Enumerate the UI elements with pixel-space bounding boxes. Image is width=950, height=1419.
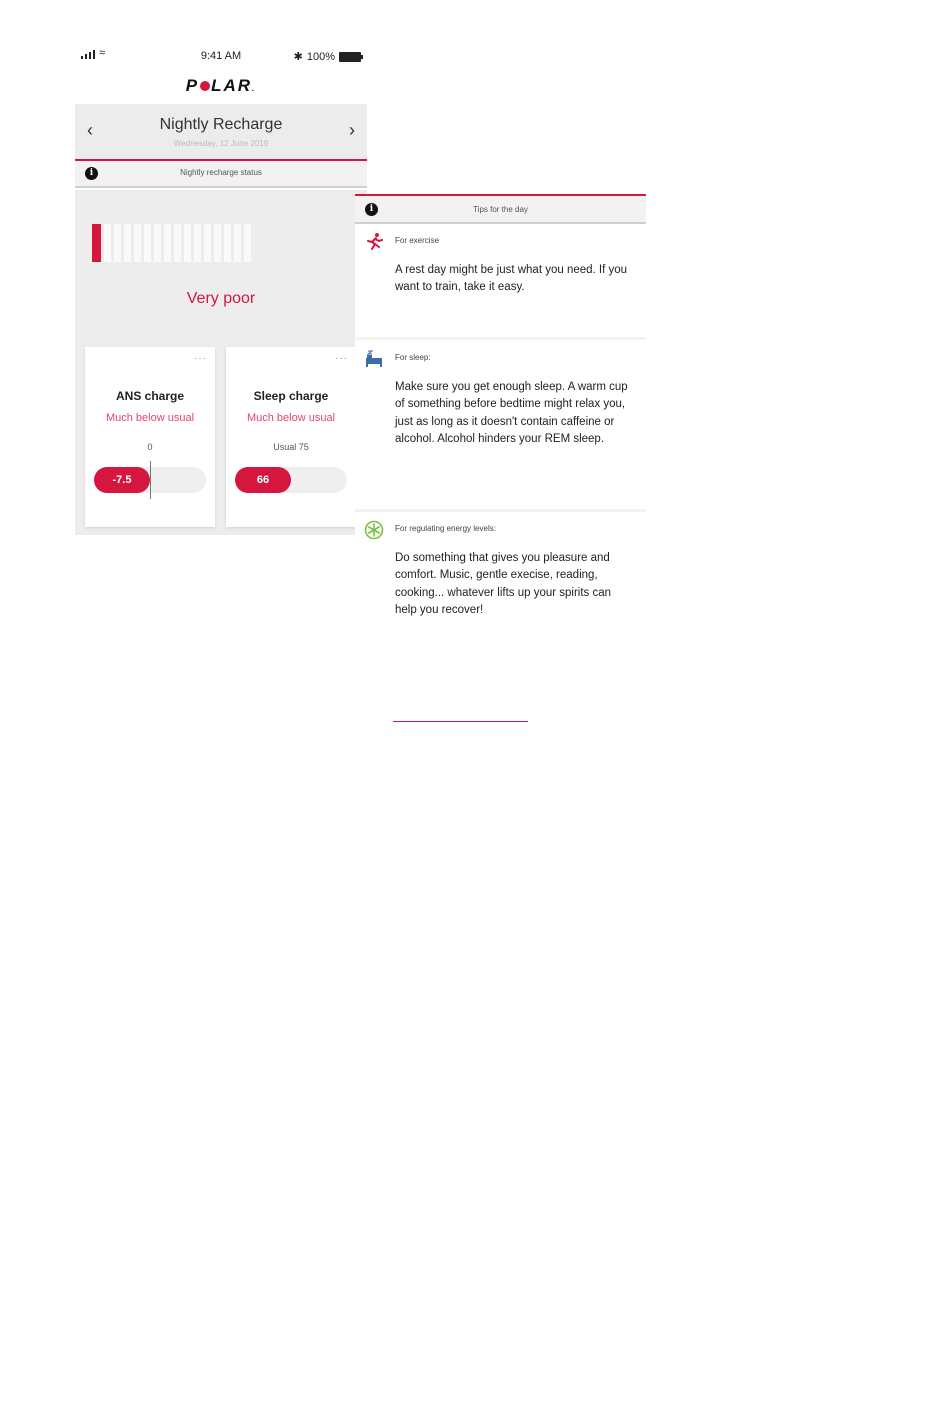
battery-percent: 100% [306, 50, 335, 63]
status-bar [75, 46, 367, 68]
tip-heading: For regulating energy levels: [395, 524, 496, 533]
level-segment [234, 224, 241, 262]
status-time: 9:41 AM [200, 50, 242, 62]
tip-text: A rest day might be just what you need. If you want to train, take it easy. [395, 264, 628, 294]
accent-underline [393, 721, 528, 722]
level-segment [124, 224, 131, 262]
sleep-charge-card[interactable] [226, 347, 356, 527]
level-segment [154, 224, 161, 262]
more-options-icon[interactable]: ··· [335, 353, 348, 364]
level-segment [184, 224, 191, 262]
bluetooth-icon: ✱ [293, 51, 303, 63]
polar-logo: P LAR. [185, 76, 257, 95]
energy-icon [364, 520, 384, 540]
tip-text: Do something that gives you pleasure and comfort. Music, gentle execise, reading, cooking... whatever lifts up your spirits can help you recover! [395, 552, 612, 616]
level-segment [214, 224, 221, 262]
bed-icon [364, 349, 384, 369]
divider [355, 509, 646, 512]
level-segment [134, 224, 141, 262]
recharge-status-label: Nightly recharge status [180, 168, 262, 177]
card-title: ANS charge [115, 389, 185, 403]
tip-sleep [355, 349, 646, 509]
level-segment-filled [92, 224, 101, 262]
runner-icon [364, 232, 384, 252]
sleep-charge-value: 66 [235, 467, 291, 493]
tips-header-bar[interactable] [355, 196, 646, 224]
recharge-rating: Very poor [186, 290, 256, 307]
card-reference: 0 [147, 442, 153, 452]
reference-marker [150, 461, 151, 499]
battery-icon [339, 52, 361, 62]
level-segment [174, 224, 181, 262]
ans-charge-gauge [94, 467, 206, 493]
ans-charge-value: -7.5 [94, 467, 150, 493]
level-segment [114, 224, 121, 262]
tip-text: Make sure you get enough sleep. A warm cup of something before bedtime might relax you, just as long as it doesn't contain caffeine or alcohol. Alcohol hinders your REM sleep. [395, 381, 628, 445]
card-title: Sleep charge [253, 389, 329, 403]
ans-charge-card[interactable] [85, 347, 215, 527]
card-status: Much below usual [105, 412, 195, 424]
tips-label: Tips for the day [473, 205, 528, 214]
level-segment [164, 224, 171, 262]
page-header [75, 104, 367, 161]
level-segment [224, 224, 231, 262]
more-options-icon[interactable]: ··· [194, 353, 207, 364]
tip-exercise [355, 232, 646, 336]
tip-heading: For exercise [395, 236, 440, 245]
page-title: Nightly Recharge [159, 116, 283, 133]
divider [355, 337, 646, 340]
card-status: Much below usual [246, 412, 336, 424]
level-segment [144, 224, 151, 262]
info-icon[interactable]: i [365, 203, 378, 216]
level-segment [204, 224, 211, 262]
prev-day-button[interactable]: ‹ [87, 120, 93, 140]
tip-energy [355, 520, 646, 645]
page-date: Wednesday, 12 June 2019 [173, 139, 269, 148]
card-reference: Usual 75 [273, 442, 309, 452]
recharge-status-bar[interactable] [75, 161, 367, 188]
info-icon[interactable]: i [85, 167, 98, 180]
sleep-charge-gauge [235, 467, 347, 493]
wifi-icon: ≈ [99, 47, 106, 59]
level-segment [194, 224, 201, 262]
next-day-button[interactable]: › [349, 120, 355, 140]
level-segment [104, 224, 111, 262]
tip-heading: For sleep: [395, 353, 431, 362]
level-segment [244, 224, 251, 262]
recharge-status-panel [75, 190, 367, 535]
recharge-level-scale [92, 224, 251, 262]
tips-panel [355, 194, 646, 649]
